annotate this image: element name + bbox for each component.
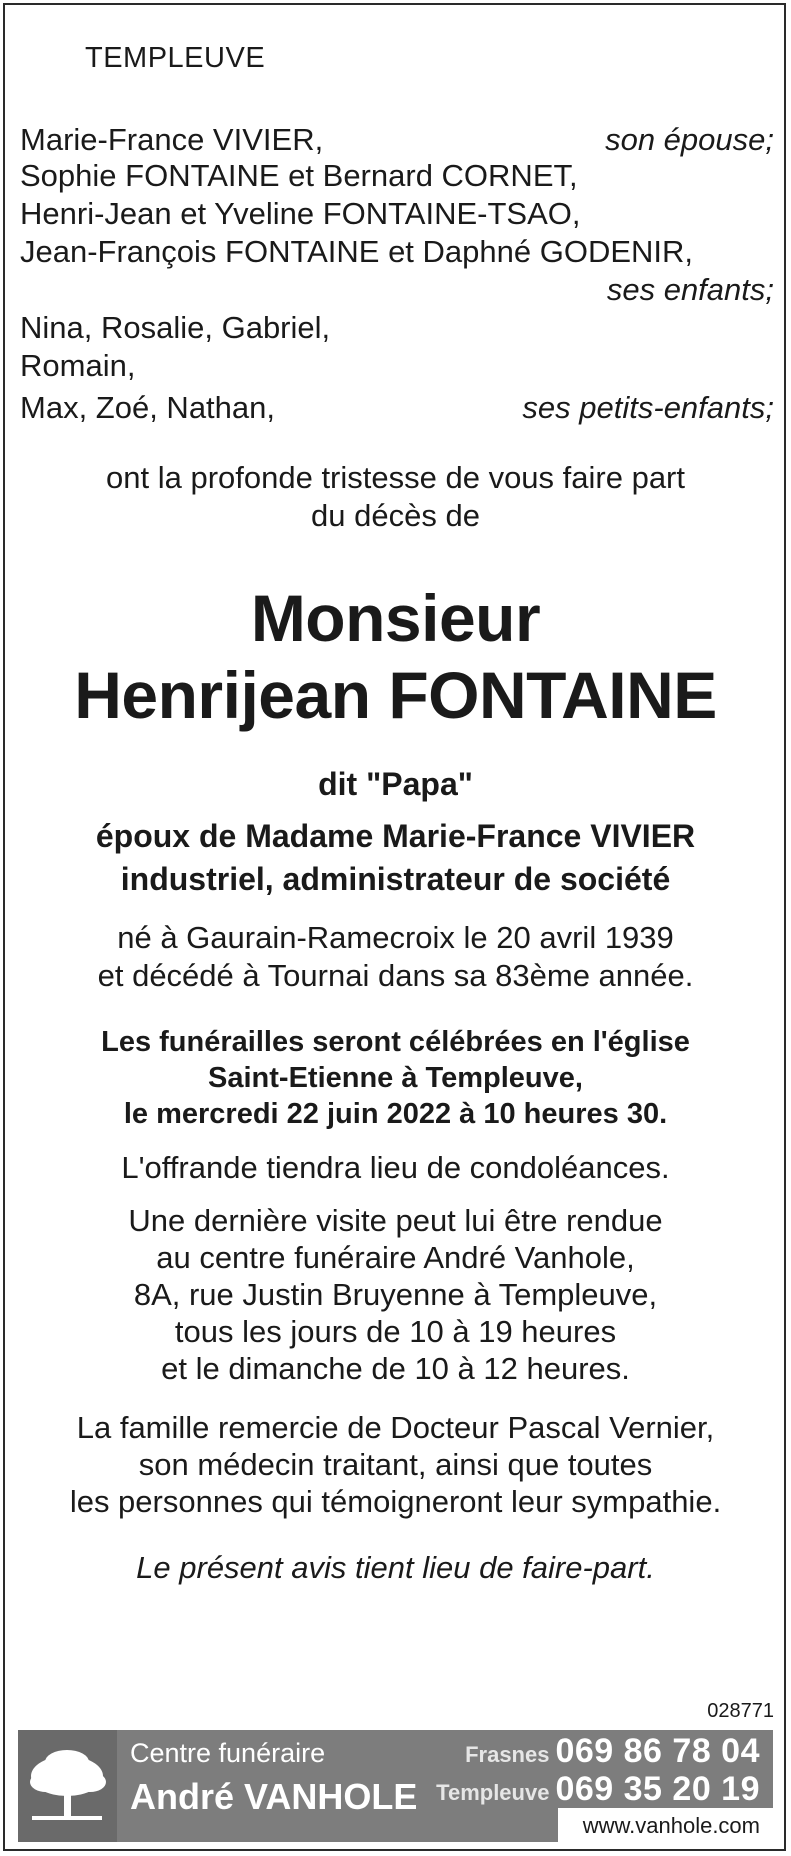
deceased-name: Henrijean FONTAINE bbox=[74, 658, 717, 732]
visit-line: au centre funéraire André Vanhole, bbox=[156, 1240, 635, 1275]
phone-number: 069 86 78 04 bbox=[555, 1732, 760, 1770]
visit-line: Une dernière visite peut lui être rendue bbox=[128, 1203, 663, 1238]
banner-subtitle: Centre funéraire bbox=[130, 1738, 326, 1768]
visit-line: et le dimanche de 10 à 12 heures. bbox=[161, 1351, 630, 1386]
phone-city: Templeuve bbox=[436, 1780, 550, 1805]
profession-line: industriel, administrateur de société bbox=[120, 861, 671, 897]
town-heading: TEMPLEUVE bbox=[85, 42, 266, 74]
child-line: Jean-François FONTAINE et Daphné GODENIR, bbox=[20, 234, 694, 269]
visit-line: tous les jours de 10 à 19 heures bbox=[174, 1314, 617, 1349]
phone-templeuve bbox=[436, 1770, 760, 1809]
grandchildren-relation: ses petits-enfants; bbox=[522, 390, 774, 425]
grandchild-line: Romain, bbox=[20, 348, 136, 383]
child-line: Henri-Jean et Yveline FONTAINE-TSAO, bbox=[20, 196, 581, 231]
funeral-home-banner bbox=[18, 1730, 773, 1842]
phone-city: Frasnes bbox=[465, 1742, 550, 1767]
closing-line: Le présent avis tient lieu de faire-part. bbox=[136, 1550, 655, 1585]
offering-line: L'offrande tiendra lieu de condoléances. bbox=[121, 1150, 670, 1185]
spouse-of-line: époux de Madame Marie-France VIVIER bbox=[95, 818, 696, 854]
nickname: dit "Papa" bbox=[318, 766, 473, 802]
intro-line: du décès de bbox=[311, 498, 480, 533]
funeral-line: le mercredi 22 juin 2022 à 10 heures 30. bbox=[123, 1098, 668, 1130]
death-line: et décédé à Tournai dans sa 83ème année. bbox=[97, 958, 694, 993]
birth-line: né à Gaurain-Ramecroix le 20 avril 1939 bbox=[117, 920, 674, 955]
spouse-name: Marie-France VIVIER, bbox=[20, 122, 324, 157]
thanks-line: son médecin traitant, ainsi que toutes bbox=[138, 1447, 653, 1482]
website-link[interactable]: www.vanhole.com bbox=[582, 1813, 760, 1838]
children-relation: ses enfants; bbox=[606, 272, 774, 307]
reference-number: 028771 bbox=[707, 1700, 774, 1722]
spouse-relation: son épouse; bbox=[605, 122, 774, 157]
tree-icon bbox=[18, 1730, 117, 1842]
phone-frasnes bbox=[465, 1732, 760, 1771]
thanks-line: les personnes qui témoigneront leur sympathie. bbox=[69, 1484, 722, 1519]
child-line: Sophie FONTAINE et Bernard CORNET, bbox=[20, 158, 578, 193]
thanks-line: La famille remercie de Docteur Pascal Vernier, bbox=[76, 1410, 715, 1445]
deceased-title: Monsieur bbox=[250, 581, 541, 655]
company-name: André VANHOLE bbox=[130, 1776, 418, 1817]
phone-number: 069 35 20 19 bbox=[555, 1770, 760, 1808]
visit-line: 8A, rue Justin Bruyenne à Templeuve, bbox=[133, 1277, 658, 1312]
intro-line: ont la profonde tristesse de vous faire part bbox=[106, 460, 685, 495]
funeral-line: Saint-Etienne à Templeuve, bbox=[208, 1062, 583, 1094]
funeral-line: Les funérailles seront célébrées en l'église bbox=[101, 1026, 690, 1058]
grandchild-line: Max, Zoé, Nathan, bbox=[20, 390, 276, 425]
grandchild-line: Nina, Rosalie, Gabriel, bbox=[20, 310, 331, 345]
